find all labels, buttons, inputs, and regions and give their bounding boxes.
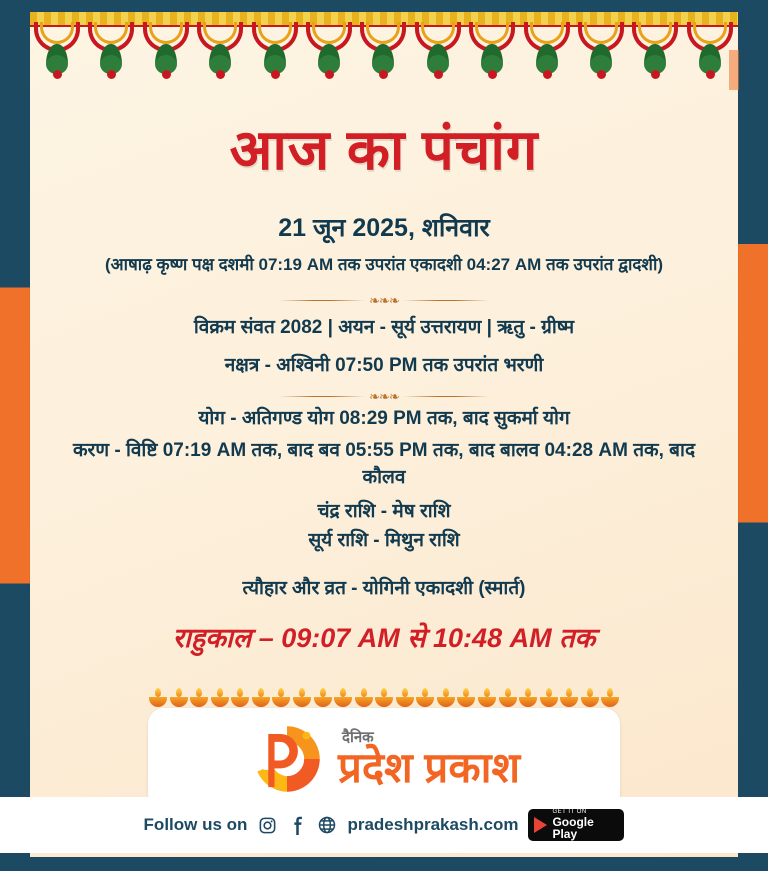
diya-icon xyxy=(251,688,271,708)
brand-logo-card xyxy=(148,708,620,810)
diya-icon xyxy=(230,688,250,708)
instagram-icon[interactable] xyxy=(257,815,277,835)
tithi-line: (आषाढ़ कृष्ण पक्ष दशमी 07:19 AM तक उपरांत एकादशी 04:27 AM तक उपरांत द्वादशी) xyxy=(104,255,664,274)
panchang-details xyxy=(30,314,738,655)
toran-unit xyxy=(630,22,681,80)
google-play-icon xyxy=(534,817,547,833)
diya-icon xyxy=(271,688,291,708)
toran-unit xyxy=(32,22,83,80)
toran-unit xyxy=(250,22,301,80)
google-play-top-label: GET IT ON xyxy=(552,809,587,816)
row-nakshatra: नक्षत्र - अश्विनी 07:50 PM तक उपरांत भरणी xyxy=(224,354,544,376)
diya-strip xyxy=(148,688,620,710)
row-chandra-rashi: चंद्र राशि - मेष राशि xyxy=(317,500,451,522)
pradesh-prakash-logo-icon xyxy=(248,720,326,798)
footer-follow-bar xyxy=(0,797,768,853)
diya-icon xyxy=(354,688,374,708)
toran-garland xyxy=(30,12,738,74)
brand-word-1: प्रदेश xyxy=(337,743,413,791)
toran-unit xyxy=(304,22,355,80)
diya-icon xyxy=(292,688,312,708)
row-yoga: योग - अतिगण्ड योग 08:29 PM तक, बाद सुकर्मा योग xyxy=(198,408,570,430)
row-karan: करण - विष्टि 07:19 AM तक, बाद बव 05:55 PM तक, बाद बालव 04:28 AM तक, बाद कौलव xyxy=(72,439,696,489)
row-surya-rashi: सूर्य राशि - मिथुन राशि xyxy=(308,530,460,552)
website-link[interactable]: pradeshprakash.com xyxy=(347,815,519,834)
toran-unit xyxy=(685,22,736,80)
diya-icon xyxy=(210,688,230,708)
ornament-glyph: ❧❧❧ xyxy=(369,292,399,308)
diya-icon xyxy=(313,688,333,708)
divider-ornament-2 xyxy=(279,389,489,403)
toran-unit xyxy=(522,22,573,80)
diya-icon xyxy=(333,688,353,708)
facebook-icon[interactable] xyxy=(287,815,307,835)
brand-word-2: प्रकाश xyxy=(424,743,521,791)
page-title: आज का पंचांग xyxy=(229,118,539,181)
toran-unit xyxy=(86,22,137,80)
ornament-glyph: ❧❧❧ xyxy=(369,388,399,404)
brand-name xyxy=(337,743,521,791)
diya-icon xyxy=(518,688,538,708)
frame-border-right xyxy=(734,0,768,871)
google-play-bottom-label: Google Play xyxy=(552,814,594,842)
diya-icon xyxy=(169,688,189,708)
diya-icon xyxy=(580,688,600,708)
diya-icon xyxy=(415,688,435,708)
row-samvat: विक्रम संवत 2082 | अयन - सूर्य उत्तरायण | ऋतु - ग्रीष्म xyxy=(193,317,575,338)
diya-icon xyxy=(539,688,559,708)
diya-icon xyxy=(477,688,497,708)
row-festival-vrat: त्यौहार और व्रत - योगिनी एकादशी (स्मार्त) xyxy=(242,577,526,599)
google-play-badge[interactable] xyxy=(528,809,624,841)
diya-icon xyxy=(374,688,394,708)
follow-label: Follow us on xyxy=(143,815,248,834)
brand-prefix: दैनिक xyxy=(341,728,374,746)
toran-unit xyxy=(195,22,246,80)
diya-icon xyxy=(456,688,476,708)
toran-unit xyxy=(413,22,464,80)
diya-icon xyxy=(498,688,518,708)
row-rahukaal: राहुकाल – 09:07 AM से 10:48 AM तक xyxy=(172,623,596,654)
divider-ornament xyxy=(279,293,489,307)
diya-icon xyxy=(148,688,168,708)
diya-icon xyxy=(395,688,415,708)
diya-icon xyxy=(436,688,456,708)
toran-unit xyxy=(467,22,518,80)
frame-border-left xyxy=(0,0,34,871)
toran-unit xyxy=(141,22,192,80)
toran-unit xyxy=(576,22,627,80)
diya-icon xyxy=(600,688,620,708)
globe-icon[interactable] xyxy=(317,815,337,835)
toran-unit xyxy=(358,22,409,80)
diya-icon xyxy=(189,688,209,708)
diya-icon xyxy=(559,688,579,708)
date-line: 21 जून 2025, शनिवार xyxy=(278,214,490,242)
panchang-card xyxy=(30,12,738,857)
brand-text xyxy=(338,730,520,789)
